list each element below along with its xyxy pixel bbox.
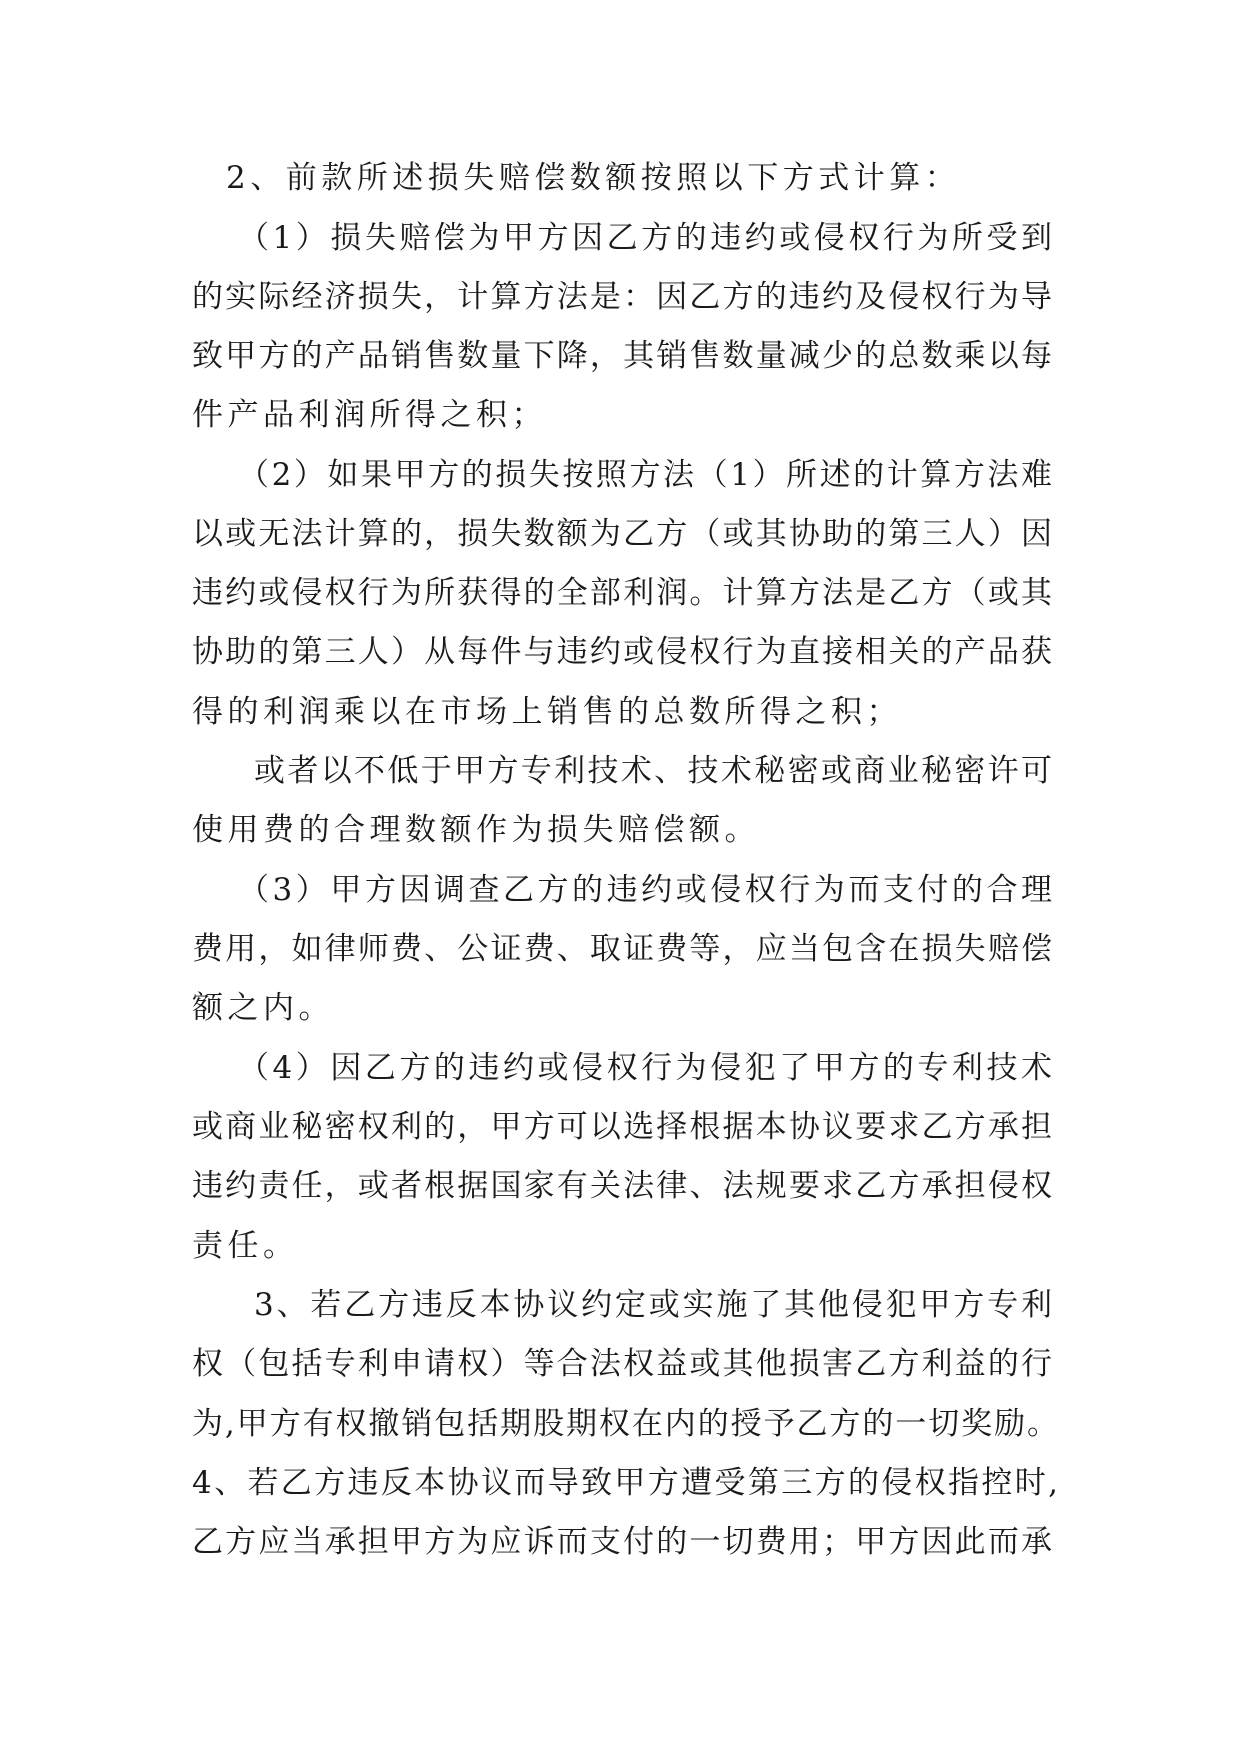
paragraph-line: 协助的第三人）从每件与违约或侵权行为直接相关的产品获 <box>192 634 1052 670</box>
paragraph-line: 为,甲方有权撤销包括期股期权在内的授予乙方的一切奖励。 <box>192 1406 1058 1442</box>
paragraph-line: 2、前款所述损失赔偿数额按照以下方式计算： <box>226 160 961 196</box>
paragraph-line: 乙方应当承担甲方为应诉而支付的一切费用；甲方因此而承 <box>192 1524 1052 1560</box>
paragraph-line: （3）甲方因调查乙方的违约或侵权行为而支付的合理 <box>238 872 1052 908</box>
paragraph-line: 或者以不低于甲方专利技术、技术秘密或商业秘密许可 <box>254 753 1052 789</box>
paragraph-line: 使用费的合理数额作为损失赔偿额。 <box>192 812 760 848</box>
paragraph-line: （1）损失赔偿为甲方因乙方的违约或侵权行为所受到 <box>238 220 1052 256</box>
paragraph-line: 违约责任，或者根据国家有关法律、法规要求乙方承担侵权 <box>192 1168 1052 1204</box>
paragraph-line: 违约或侵权行为所获得的全部利润。计算方法是乙方（或其 <box>192 575 1052 611</box>
paragraph-line: 得的利润乘以在市场上销售的总数所得之积； <box>192 694 902 730</box>
paragraph-line: 费用，如律师费、公证费、取证费等，应当包含在损失赔偿 <box>192 931 1052 967</box>
paragraph-line: （2）如果甲方的损失按照方法（1）所述的计算方法难 <box>238 457 1052 493</box>
paragraph-line: （4）因乙方的违约或侵权行为侵犯了甲方的专利技术 <box>238 1050 1052 1086</box>
paragraph-line: 3、若乙方违反本协议约定或实施了其他侵犯甲方专利 <box>254 1287 1052 1323</box>
paragraph-line: 件产品利润所得之积； <box>192 397 547 433</box>
paragraph-line: 的实际经济损失，计算方法是：因乙方的违约及侵权行为导 <box>192 279 1052 315</box>
paragraph-line: 权（包括专利申请权）等合法权益或其他损害乙方利益的行 <box>192 1346 1052 1382</box>
paragraph-line: 责任。 <box>192 1228 299 1264</box>
paragraph-line: 致甲方的产品销售数量下降，其销售数量减少的总数乘以每 <box>192 338 1052 374</box>
paragraph-line: 以或无法计算的，损失数额为乙方（或其协助的第三人）因 <box>192 516 1052 552</box>
paragraph-line: 额之内。 <box>192 990 334 1026</box>
paragraph-line: 或商业秘密权利的，甲方可以选择根据本协议要求乙方承担 <box>192 1109 1052 1145</box>
paragraph-line: 4、若乙方违反本协议而导致甲方遭受第三方的侵权指控时, <box>192 1465 1058 1501</box>
